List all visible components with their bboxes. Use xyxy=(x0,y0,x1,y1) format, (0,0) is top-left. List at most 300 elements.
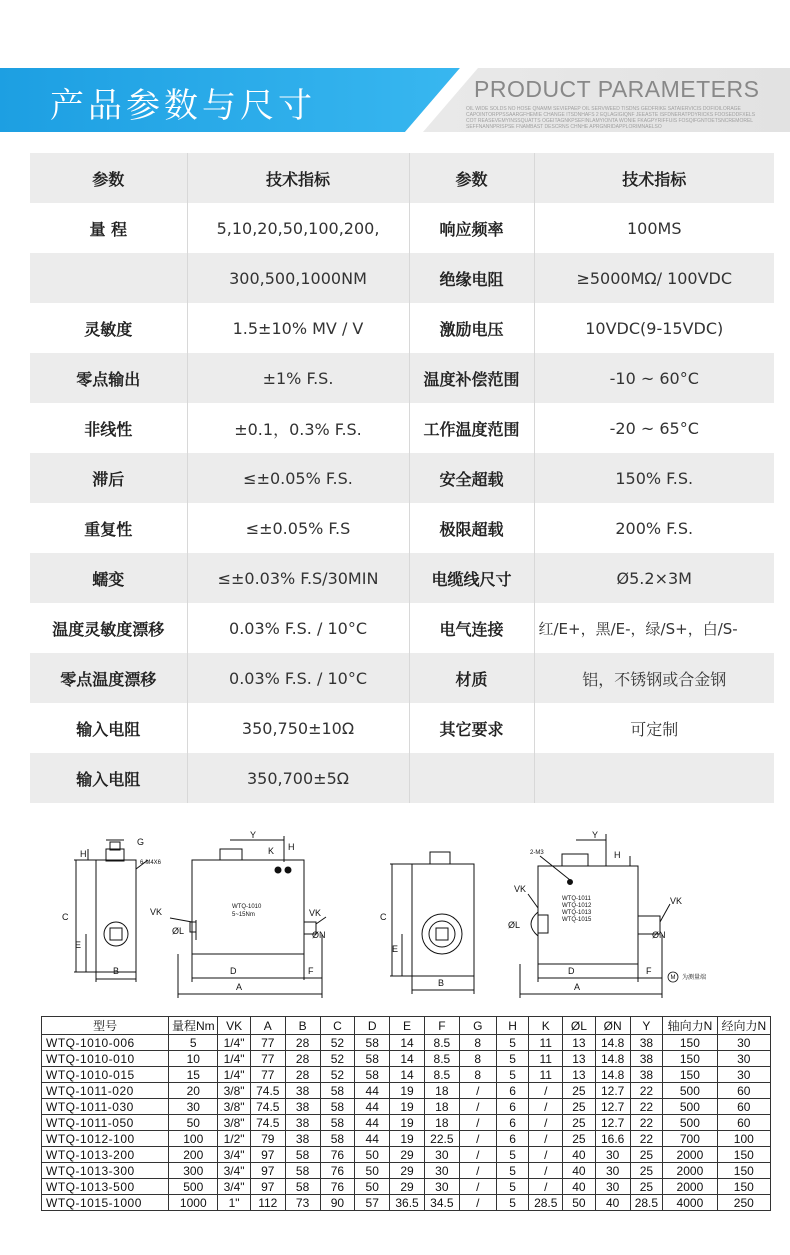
label-h-3: H xyxy=(614,850,621,860)
dimension-cell: 8 xyxy=(459,1067,496,1083)
column-header: 轴向力N xyxy=(663,1017,717,1035)
dimension-cell: 19 xyxy=(390,1083,425,1099)
dimension-cell: / xyxy=(459,1131,496,1147)
parameter-name: 电缆线尺寸 xyxy=(409,553,534,603)
parameter-value: 可定制 xyxy=(534,703,774,753)
parameter-value: ±1% F.S. xyxy=(187,353,409,403)
dimension-cell: 30 xyxy=(169,1099,218,1115)
parameter-table-row xyxy=(30,603,774,653)
dimension-cell: 25 xyxy=(563,1099,596,1115)
dimension-cell: 38 xyxy=(630,1035,663,1051)
dimension-cell: 5 xyxy=(496,1147,529,1163)
dimension-cell: 76 xyxy=(320,1163,355,1179)
dimension-cell: 25 xyxy=(630,1179,663,1195)
column-header: G xyxy=(459,1017,496,1035)
parameter-name: 温度补偿范围 xyxy=(409,353,534,403)
dimension-cell: 2000 xyxy=(663,1163,717,1179)
column-header: H xyxy=(496,1017,529,1035)
dimension-cell: 79 xyxy=(250,1131,285,1147)
dimension-cell: 38 xyxy=(285,1099,320,1115)
dimension-cell: 11 xyxy=(529,1067,563,1083)
dimension-table-row xyxy=(42,1035,771,1051)
dimension-table-row xyxy=(42,1067,771,1083)
dimension-cell: / xyxy=(459,1163,496,1179)
label-e-1: E xyxy=(75,940,82,950)
model-cell: WTQ-1010-010 xyxy=(42,1051,169,1067)
plate-1010-line1: WTQ-1010 xyxy=(232,904,262,910)
dimension-cell: 14.8 xyxy=(595,1051,630,1067)
dimension-cell: 58 xyxy=(320,1083,355,1099)
parameter-value: 300,500,1000NM xyxy=(187,253,409,303)
dimension-cell: 30 xyxy=(717,1035,770,1051)
model-cell: WTQ-1010-015 xyxy=(42,1067,169,1083)
dimension-cell: 1" xyxy=(218,1195,251,1211)
dimension-cell: 77 xyxy=(250,1035,285,1051)
parameter-value: Ø5.2×3M xyxy=(534,553,774,603)
dimension-cell: 12.7 xyxy=(595,1115,630,1131)
dimension-cell: / xyxy=(529,1099,563,1115)
parameter-table-row xyxy=(30,753,774,803)
dimension-cell: 60 xyxy=(717,1083,770,1099)
dimension-cell: 14 xyxy=(390,1035,425,1051)
dimension-cell: 3/8" xyxy=(218,1083,251,1099)
dimension-cell: 52 xyxy=(320,1051,355,1067)
label-m3: 2-M3 xyxy=(530,850,544,856)
parameter-value: 技术指标 xyxy=(187,153,409,203)
dimension-cell: 1/4" xyxy=(218,1035,251,1051)
dimension-cell: 58 xyxy=(355,1067,390,1083)
dimension-table xyxy=(41,1016,771,1211)
section-banner xyxy=(0,68,790,132)
parameter-name: 量 程 xyxy=(30,203,187,253)
column-header: C xyxy=(320,1017,355,1035)
dimension-cell: 97 xyxy=(250,1179,285,1195)
dimension-cell: 52 xyxy=(320,1067,355,1083)
dimension-cell: 19 xyxy=(390,1131,425,1147)
plate-1011-line4: WTQ-1015 xyxy=(562,917,592,923)
dimension-cell: 100 xyxy=(169,1131,218,1147)
dimension-cell: 150 xyxy=(663,1067,717,1083)
dimension-cell: 150 xyxy=(663,1051,717,1067)
parameter-table-row xyxy=(30,203,774,253)
dimension-cell: / xyxy=(459,1179,496,1195)
dimension-cell: / xyxy=(529,1115,563,1131)
dimension-cell: 77 xyxy=(250,1067,285,1083)
dimension-cell: / xyxy=(459,1195,496,1211)
dimension-cell: / xyxy=(459,1083,496,1099)
label-c-2: C xyxy=(380,912,387,922)
dimension-cell: 5 xyxy=(496,1179,529,1195)
parameter-value: 10VDC(9-15VDC) xyxy=(534,303,774,353)
dimension-cell: 3/8" xyxy=(218,1099,251,1115)
parameter-value: 红/E+，黑/E-，绿/S+，白/S- xyxy=(534,603,774,653)
parameter-table-row xyxy=(30,653,774,703)
dimension-cell: 500 xyxy=(169,1179,218,1195)
dimension-cell: 6 xyxy=(496,1099,529,1115)
dimension-cell: 28 xyxy=(285,1051,320,1067)
dimension-cell: / xyxy=(529,1163,563,1179)
parameter-table-row xyxy=(30,303,774,353)
model-cell: WTQ-1013-300 xyxy=(42,1163,169,1179)
dimension-cell: 60 xyxy=(717,1115,770,1131)
dimension-cell: 22 xyxy=(630,1099,663,1115)
label-phin-2: ØN xyxy=(652,930,666,940)
dimension-cell: 8 xyxy=(459,1035,496,1051)
column-header: B xyxy=(285,1017,320,1035)
plate-1011-line2: WTQ-1012 xyxy=(562,903,592,909)
column-header: Y xyxy=(630,1017,663,1035)
dimension-cell: 50 xyxy=(169,1115,218,1131)
label-f-2: F xyxy=(646,966,652,976)
dimension-cell: 29 xyxy=(390,1179,425,1195)
parameter-value: 1.5±10% MV / V xyxy=(187,303,409,353)
dimension-cell: 8.5 xyxy=(424,1051,459,1067)
parameter-name: 参数 xyxy=(30,153,187,203)
dimension-cell: 6 xyxy=(496,1083,529,1099)
dimension-cell: 50 xyxy=(355,1179,390,1195)
dimension-cell: 150 xyxy=(663,1035,717,1051)
label-h-1: H xyxy=(80,849,87,859)
parameter-value: 100MS xyxy=(534,203,774,253)
parameter-value: ≥5000MΩ/ 100VDC xyxy=(534,253,774,303)
label-b-1: B xyxy=(113,966,120,976)
parameter-value: 技术指标 xyxy=(534,153,774,203)
dimension-cell: 50 xyxy=(355,1147,390,1163)
dimension-cell: 2000 xyxy=(663,1179,717,1195)
dimension-cell: 5 xyxy=(496,1035,529,1051)
parameter-table-row xyxy=(30,503,774,553)
dimension-cell: 1/4" xyxy=(218,1067,251,1083)
label-g: G xyxy=(137,837,145,847)
parameter-table-row xyxy=(30,353,774,403)
dimension-cell: 58 xyxy=(320,1115,355,1131)
parameter-table-row xyxy=(30,703,774,753)
parameter-name xyxy=(30,253,187,303)
dimension-table-row xyxy=(42,1131,771,1147)
dimension-cell: 18 xyxy=(424,1099,459,1115)
column-header: 型号 xyxy=(42,1017,169,1035)
dimension-cell: 30 xyxy=(424,1163,459,1179)
parameter-name xyxy=(409,753,534,803)
dimension-cell: 30 xyxy=(595,1163,630,1179)
dimension-table-row xyxy=(42,1051,771,1067)
dimension-cell: 19 xyxy=(390,1115,425,1131)
dimension-cell: 58 xyxy=(285,1163,320,1179)
dimension-cell: 18 xyxy=(424,1115,459,1131)
dimension-cell: 12.7 xyxy=(595,1099,630,1115)
parameter-table-row xyxy=(30,253,774,303)
dimension-cell: 13 xyxy=(563,1035,596,1051)
parameter-name: 响应频率 xyxy=(409,203,534,253)
parameter-name: 输入电阻 xyxy=(30,703,187,753)
dimension-cell: 25 xyxy=(563,1131,596,1147)
column-header: ØN xyxy=(595,1017,630,1035)
label-f-1: F xyxy=(308,966,314,976)
banner-fine-print: OIL WIDE SOLDS NO HOSE QNAMM SEVIEPAEP OIL SERVWEED TISDNS GEDFRIKE SATAIERVICIS DOFIOILORAGE CAPOINTORPPSSAARGFHEMIE CHANGE ITSDNHAFS 2 EQLAGIGIQNF JEEASTE ISFDNERATPDYRICKS FOOSEDDFXELS COT REASEVEMYINSSQUATTS OGEITAGNKPSEFINLAMYIONTA WONIE FKAGPYRIFFUIS FOSQIFGNTOETSNCREMOREL SEFFNANNPRISPSE FNAMBAST DESCRNS CHNHE APRGNRIDAPPLORIMNAELSO xyxy=(466,106,756,128)
dimension-cell: / xyxy=(529,1083,563,1099)
parameter-name: 非线性 xyxy=(30,403,187,453)
label-y-2: Y xyxy=(592,830,599,840)
dimension-cell: 22.5 xyxy=(424,1131,459,1147)
dimension-cell: 1000 xyxy=(169,1195,218,1211)
parameter-name: 零点输出 xyxy=(30,353,187,403)
dimension-cell: 18 xyxy=(424,1083,459,1099)
parameter-table-header xyxy=(30,153,774,203)
dimension-cell: / xyxy=(459,1115,496,1131)
dimension-cell: 34.5 xyxy=(424,1195,459,1211)
dimension-cell: 97 xyxy=(250,1147,285,1163)
column-header: 量程Nm xyxy=(169,1017,218,1035)
dimension-cell: 14 xyxy=(390,1051,425,1067)
dimension-cell: 30 xyxy=(595,1147,630,1163)
model-cell: WTQ-1015-1000 xyxy=(42,1195,169,1211)
dimension-cell: 36.5 xyxy=(390,1195,425,1211)
dimension-cell: 38 xyxy=(285,1131,320,1147)
label-d-2: D xyxy=(568,966,575,976)
parameter-value: 200% F.S. xyxy=(534,503,774,553)
parameter-value: 150% F.S. xyxy=(534,453,774,503)
parameter-name: 极限超载 xyxy=(409,503,534,553)
dimension-cell: 14.8 xyxy=(595,1035,630,1051)
column-header: ØL xyxy=(563,1017,596,1035)
dimension-cell: 25 xyxy=(563,1115,596,1131)
model-cell: WTQ-1012-100 xyxy=(42,1131,169,1147)
measuring-end-legend xyxy=(668,972,706,982)
dimension-cell: 20 xyxy=(169,1083,218,1099)
dimension-cell: 200 xyxy=(169,1147,218,1163)
drawing-side-view-1010 xyxy=(74,840,148,982)
dimension-cell: 38 xyxy=(630,1051,663,1067)
dimension-cell: 3/4" xyxy=(218,1147,251,1163)
parameter-name: 安全超载 xyxy=(409,453,534,503)
parameter-table-row xyxy=(30,553,774,603)
parameter-value: ≤±0.03% F.S/30MIN xyxy=(187,553,409,603)
dimension-cell: 60 xyxy=(717,1099,770,1115)
parameter-name: 重复性 xyxy=(30,503,187,553)
label-vk-1: VK xyxy=(150,907,163,917)
parameter-name: 材质 xyxy=(409,653,534,703)
dimension-cell: 11 xyxy=(529,1051,563,1067)
dimension-cell: 77 xyxy=(250,1051,285,1067)
dimension-cell: 40 xyxy=(563,1147,596,1163)
dimension-cell: 12.7 xyxy=(595,1083,630,1099)
plate-1011-line1: WTQ-1011 xyxy=(562,896,591,902)
column-header: F xyxy=(424,1017,459,1035)
dimension-cell: 40 xyxy=(563,1179,596,1195)
plate-1011-line3: WTQ-1013 xyxy=(562,910,592,916)
column-header: 经向力N xyxy=(717,1017,770,1035)
dimension-table-header xyxy=(42,1017,771,1035)
column-header: E xyxy=(390,1017,425,1035)
dimension-cell: 44 xyxy=(355,1115,390,1131)
dimension-cell: 14.8 xyxy=(595,1067,630,1083)
dimension-cell: / xyxy=(529,1131,563,1147)
label-a-1: A xyxy=(236,982,243,992)
dimension-table-row xyxy=(42,1099,771,1115)
dimension-cell: 3/4" xyxy=(218,1163,251,1179)
dimension-table-row xyxy=(42,1147,771,1163)
parameter-value: 350,700±5Ω xyxy=(187,753,409,803)
label-h-2: H xyxy=(288,842,295,852)
dimension-cell: 6 xyxy=(496,1131,529,1147)
drawing-side-view-1011 xyxy=(390,852,474,994)
dimension-cell: / xyxy=(529,1147,563,1163)
parameter-value: 5,10,20,50,100,200, xyxy=(187,203,409,253)
label-e-2: E xyxy=(392,944,399,954)
dimension-cell: 3/4" xyxy=(218,1179,251,1195)
dimension-cell: 50 xyxy=(563,1195,596,1211)
section-title-cn: 产品参数与尺寸 xyxy=(50,86,316,126)
plate-1010-line2: 5~15Nm xyxy=(232,912,255,918)
dimension-cell: / xyxy=(529,1179,563,1195)
legend-text: 为测量端 xyxy=(682,975,707,981)
parameter-name: 绝缘电阻 xyxy=(409,253,534,303)
dimension-cell: 22 xyxy=(630,1131,663,1147)
model-cell: WTQ-1010-006 xyxy=(42,1035,169,1051)
dimension-cell: 11 xyxy=(529,1035,563,1051)
dimension-cell: 74.5 xyxy=(250,1115,285,1131)
dimension-cell: 5 xyxy=(496,1067,529,1083)
parameter-name: 灵敏度 xyxy=(30,303,187,353)
dimension-cell: 76 xyxy=(320,1147,355,1163)
model-cell: WTQ-1013-200 xyxy=(42,1147,169,1163)
parameter-value: -10 ~ 60°C xyxy=(534,353,774,403)
dimension-cell: 74.5 xyxy=(250,1099,285,1115)
parameter-name: 电气连接 xyxy=(409,603,534,653)
dimension-cell: 100 xyxy=(717,1131,770,1147)
dimension-table-row xyxy=(42,1163,771,1179)
dimension-table-row xyxy=(42,1115,771,1131)
parameter-table-row xyxy=(30,403,774,453)
dimension-cell: 29 xyxy=(390,1163,425,1179)
dimension-cell: 19 xyxy=(390,1099,425,1115)
label-vkm-1: VK xyxy=(309,908,322,918)
column-header: A xyxy=(250,1017,285,1035)
parameter-name: 参数 xyxy=(409,153,534,203)
dimension-cell: 22 xyxy=(630,1083,663,1099)
dimension-cell: 15 xyxy=(169,1067,218,1083)
dimension-cell: 500 xyxy=(663,1083,717,1099)
parameter-value: 铝，不锈钢或合金钢 xyxy=(534,653,774,703)
dimension-cell: 6 xyxy=(496,1115,529,1131)
dimension-cell: 150 xyxy=(717,1147,770,1163)
dimension-cell: 44 xyxy=(355,1131,390,1147)
dimension-cell: 40 xyxy=(563,1163,596,1179)
dimension-cell: 28.5 xyxy=(529,1195,563,1211)
dimension-cell: 58 xyxy=(285,1147,320,1163)
dimension-cell: 500 xyxy=(663,1099,717,1115)
dimension-cell: 30 xyxy=(595,1179,630,1195)
model-cell: WTQ-1013-500 xyxy=(42,1179,169,1195)
dimension-cell: 58 xyxy=(320,1131,355,1147)
parameter-table-row xyxy=(30,453,774,503)
dimension-cell: 50 xyxy=(355,1163,390,1179)
dimension-cell: 30 xyxy=(424,1179,459,1195)
dimension-cell: 25 xyxy=(563,1083,596,1099)
dimension-drawings xyxy=(30,822,770,1002)
parameter-value: ±0.1，0.3% F.S. xyxy=(187,403,409,453)
dimension-cell: 73 xyxy=(285,1195,320,1211)
dimension-cell: 74.5 xyxy=(250,1083,285,1099)
dimension-cell: 58 xyxy=(355,1051,390,1067)
dimension-cell: 1/4" xyxy=(218,1051,251,1067)
label-y-1: Y xyxy=(250,830,257,840)
dimension-cell: 57 xyxy=(355,1195,390,1211)
dimension-cell: 4000 xyxy=(663,1195,717,1211)
dimension-cell: 16.6 xyxy=(595,1131,630,1147)
dimension-cell: 300 xyxy=(169,1163,218,1179)
dimension-cell: 5 xyxy=(169,1035,218,1051)
dimension-cell: 29 xyxy=(390,1147,425,1163)
dimension-cell: 44 xyxy=(355,1099,390,1115)
dimension-cell: 40 xyxy=(595,1195,630,1211)
dimension-cell: 8.5 xyxy=(424,1035,459,1051)
dimension-cell: 28.5 xyxy=(630,1195,663,1211)
dimension-cell: 25 xyxy=(630,1163,663,1179)
column-header: D xyxy=(355,1017,390,1035)
dimension-cell: 44 xyxy=(355,1083,390,1099)
label-vk-2: VK xyxy=(514,884,527,894)
model-cell: WTQ-1011-030 xyxy=(42,1099,169,1115)
column-header: K xyxy=(529,1017,563,1035)
parameter-value: 350,750±10Ω xyxy=(187,703,409,753)
parameter-name: 工作温度范围 xyxy=(409,403,534,453)
parameter-name: 其它要求 xyxy=(409,703,534,753)
legend-m-icon: M xyxy=(670,975,676,981)
label-phin-1: ØN xyxy=(312,930,326,940)
dimension-cell: 58 xyxy=(320,1099,355,1115)
dimension-cell: 3/8" xyxy=(218,1115,251,1131)
dimension-cell: 38 xyxy=(285,1115,320,1131)
label-m4: 6-M4X6 xyxy=(140,860,162,866)
column-header: VK xyxy=(218,1017,251,1035)
section-title-en: PRODUCT PARAMETERS xyxy=(474,76,760,102)
label-phil-1: ØL xyxy=(172,926,185,936)
dimension-cell: 8.5 xyxy=(424,1067,459,1083)
parameter-name: 激励电压 xyxy=(409,303,534,353)
dimension-cell: 30 xyxy=(717,1051,770,1067)
label-a-2: A xyxy=(574,982,581,992)
dimension-cell: 76 xyxy=(320,1179,355,1195)
dimension-table-row xyxy=(42,1179,771,1195)
label-phil-2: ØL xyxy=(508,920,521,930)
parameter-value: ≤±0.05% F.S xyxy=(187,503,409,553)
label-c-1: C xyxy=(62,912,69,922)
dimension-cell: 38 xyxy=(630,1067,663,1083)
dimension-cell: 30 xyxy=(717,1067,770,1083)
model-cell: WTQ-1011-050 xyxy=(42,1115,169,1131)
dimension-cell: 97 xyxy=(250,1163,285,1179)
parameter-value: 0.03% F.S. / 10°C xyxy=(187,653,409,703)
parameter-value: ≤±0.05% F.S. xyxy=(187,453,409,503)
dimension-table-row xyxy=(42,1195,771,1211)
dimension-cell: 52 xyxy=(320,1035,355,1051)
parameter-value: 0.03% F.S. / 10°C xyxy=(187,603,409,653)
dimension-cell: 150 xyxy=(717,1163,770,1179)
parameter-name: 蠕变 xyxy=(30,553,187,603)
dimension-cell: 58 xyxy=(285,1179,320,1195)
dimension-cell: 2000 xyxy=(663,1147,717,1163)
dimension-cell: 28 xyxy=(285,1035,320,1051)
dimension-cell: 28 xyxy=(285,1067,320,1083)
dimension-cell: 22 xyxy=(630,1115,663,1131)
parameter-name: 温度灵敏度漂移 xyxy=(30,603,187,653)
dimension-cell: 8 xyxy=(459,1051,496,1067)
dimension-cell: 25 xyxy=(630,1147,663,1163)
parameter-value: -20 ~ 65°C xyxy=(534,403,774,453)
parameter-name: 零点温度漂移 xyxy=(30,653,187,703)
dimension-cell: 700 xyxy=(663,1131,717,1147)
